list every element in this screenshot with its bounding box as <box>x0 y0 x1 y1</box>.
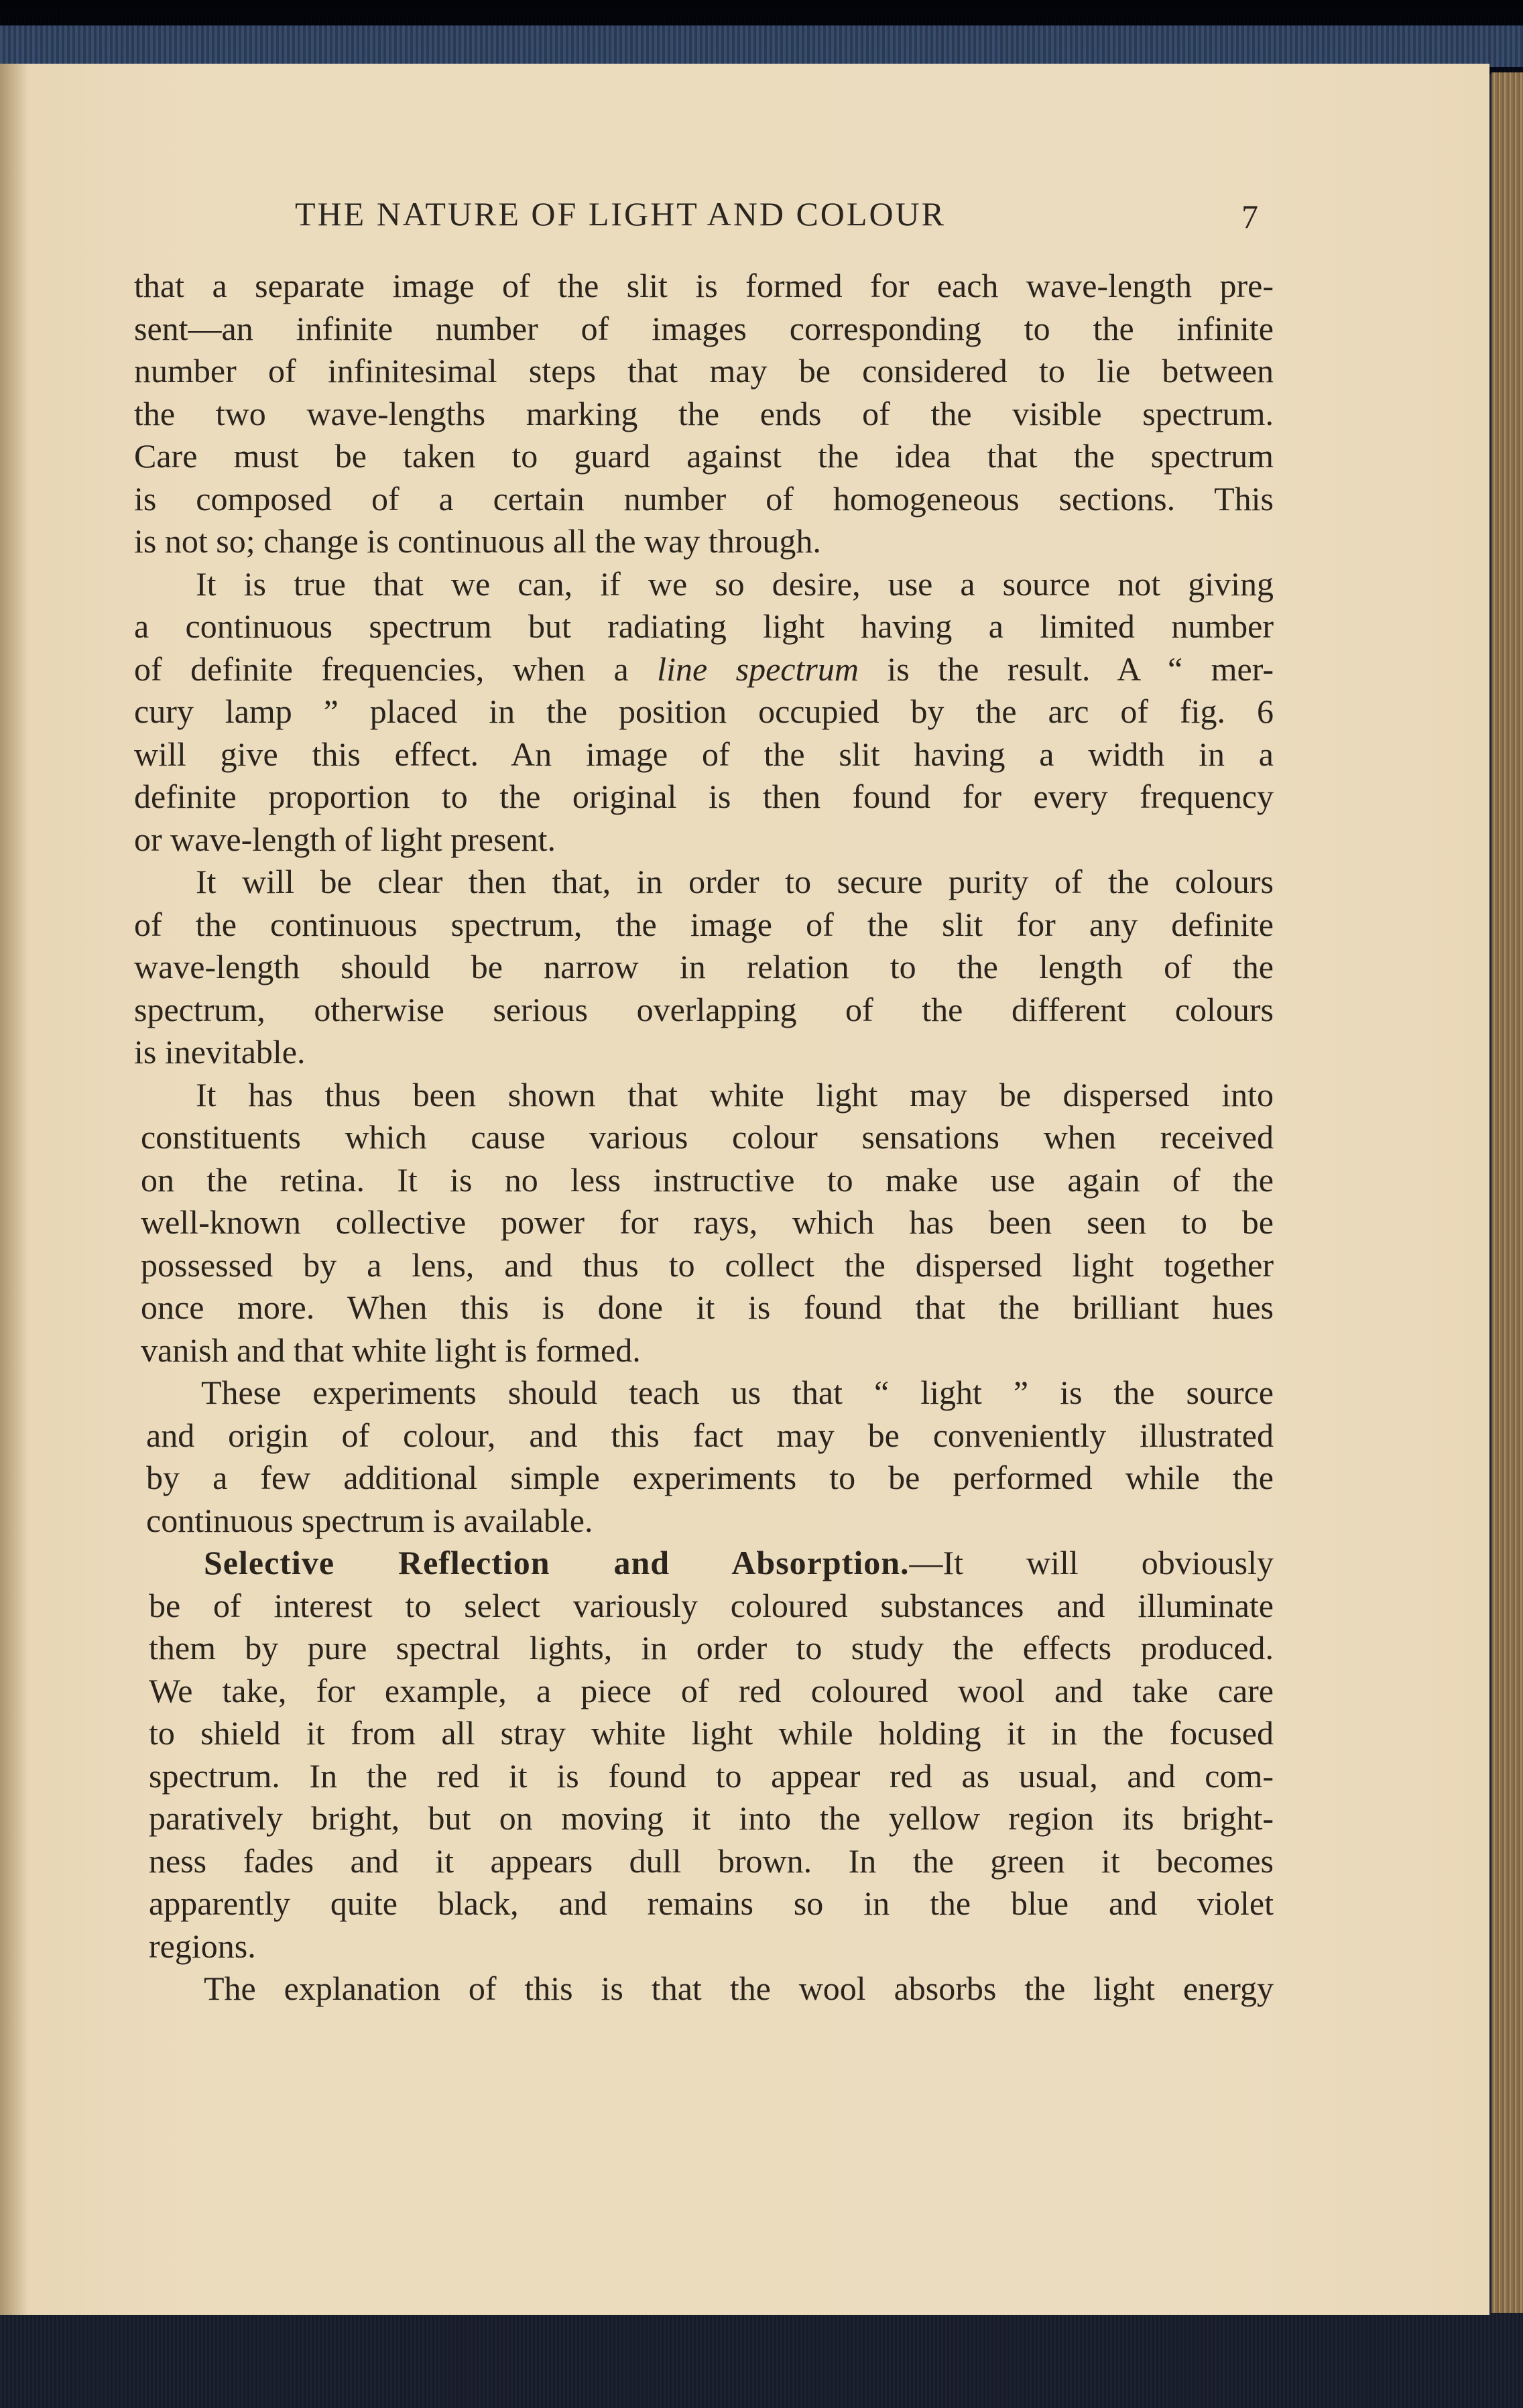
text-line: number of infinitesimal steps that may be considered to lie between <box>134 352 1274 389</box>
text-line: definite proportion to the original is then found for every frequency <box>134 778 1274 815</box>
text-line: vanish and that white light is formed. <box>141 1331 641 1369</box>
text-run: is the result. A “ mer- <box>858 650 1274 688</box>
book-cover-cloth-top <box>0 0 1523 74</box>
paragraph <box>134 563 1274 861</box>
text-line: apparently quite black, and remains so in the blue and violet <box>149 1884 1274 1922</box>
text-line: the two wave-lengths marking the ends of the visible spectrum. <box>134 394 1274 432</box>
paragraph <box>134 861 1274 1074</box>
text-line: be of interest to select variously coloured substances and illuminate <box>149 1586 1274 1624</box>
text-line: It is true that we can, if we so desire, use a source not giving <box>196 564 1274 603</box>
text-line: spectrum. In the red it is found to appear red as usual, and com- <box>149 1756 1274 1795</box>
text-line: regions. <box>149 1927 256 1965</box>
paragraph <box>134 1968 1274 2010</box>
text-line: It has thus been shown that white light may be dispersed into <box>196 1075 1274 1113</box>
text-line: ness fades and it appears dull brown. In the green it becomes <box>149 1842 1274 1880</box>
text-line: wave-length should be narrow in relation to the length of the <box>134 948 1274 985</box>
text-line: once more. When this is done it is found that the brilliant hues <box>141 1288 1274 1326</box>
paragraph <box>134 265 1274 563</box>
running-head-title: THE NATURE OF LIGHT AND COLOUR <box>295 195 947 233</box>
text-line: them by pure spectral lights, in order to study the effects produced. <box>149 1629 1274 1667</box>
text-line: is inevitable. <box>134 1033 306 1071</box>
page-block-edge <box>1491 72 1523 2315</box>
section-paragraph <box>134 1542 1274 1968</box>
text-line: or wave-length of light present. <box>134 820 556 858</box>
text-line-with-italic <box>134 648 1274 691</box>
text-line: cury lamp ” placed in the position occupied by the arc of fig. 6 <box>134 693 1274 730</box>
text-line: Care must be taken to guard against the idea that the spectrum <box>134 437 1274 475</box>
text-line: will give this effect. An image of the slit having a width in a <box>134 735 1274 773</box>
running-head <box>295 194 1274 235</box>
italic-term: line spectrum <box>657 650 859 688</box>
text-line-with-heading <box>149 1542 1274 1585</box>
text-line: sent—an infinite number of images corresponding to the infinite <box>134 309 1274 347</box>
text-line: by a few additional simple experiments to be performed while the <box>146 1459 1274 1496</box>
text-line: continuous spectrum is available. <box>146 1501 593 1539</box>
text-line: is not so; change is continuous all the way through. <box>134 522 821 560</box>
text-line: The explanation of this is that the wool absorbs the light energy <box>204 1970 1274 2007</box>
text-line: and origin of colour, and this fact may be conveniently illustrated <box>146 1416 1274 1454</box>
text-line: paratively bright, but on moving it into the yellow region its bright- <box>149 1799 1274 1837</box>
text-line: spectrum, otherwise serious overlapping of the different colours <box>134 990 1274 1028</box>
text-line: possessed by a lens, and thus to collect the dispersed light together <box>141 1246 1274 1284</box>
text-line: of the continuous spectrum, the image of the slit for any definite <box>134 905 1274 943</box>
text-line: that a separate image of the slit is formed for each wave-length pre- <box>134 267 1274 304</box>
book-cover-cloth-bottom <box>0 2313 1523 2408</box>
text-line: on the retina. It is no less instructive to make use again of the <box>141 1160 1274 1199</box>
text-line: We take, for example, a piece of red coloured wool and take care <box>149 1671 1274 1709</box>
text-run: —It will obviously <box>909 1544 1274 1581</box>
text-line: well-known collective power for rays, which has been seen to be <box>141 1203 1274 1241</box>
section-heading: Selective Reflection and Absorption. <box>204 1544 910 1581</box>
text-run: of definite frequencies, when a <box>134 650 658 688</box>
text-line: It will be clear then that, in order to secure purity of the colours <box>196 863 1274 900</box>
text-line: to shield it from all stray white light while holding it in the focused <box>149 1714 1274 1752</box>
paragraph <box>134 1372 1274 1542</box>
body-text <box>134 265 1274 2010</box>
text-line: is composed of a certain number of homogeneous sections. This <box>134 479 1274 518</box>
text-line: constituents which cause various colour sensations when received <box>141 1118 1274 1156</box>
text-line: These experiments should teach us that “ light ” is the source <box>201 1374 1274 1411</box>
page-number: 7 <box>1241 198 1260 235</box>
book-cover-headband <box>0 25 1523 67</box>
text-line: a continuous spectrum but radiating light having a limited number <box>134 607 1274 645</box>
paragraph <box>134 1074 1274 1372</box>
